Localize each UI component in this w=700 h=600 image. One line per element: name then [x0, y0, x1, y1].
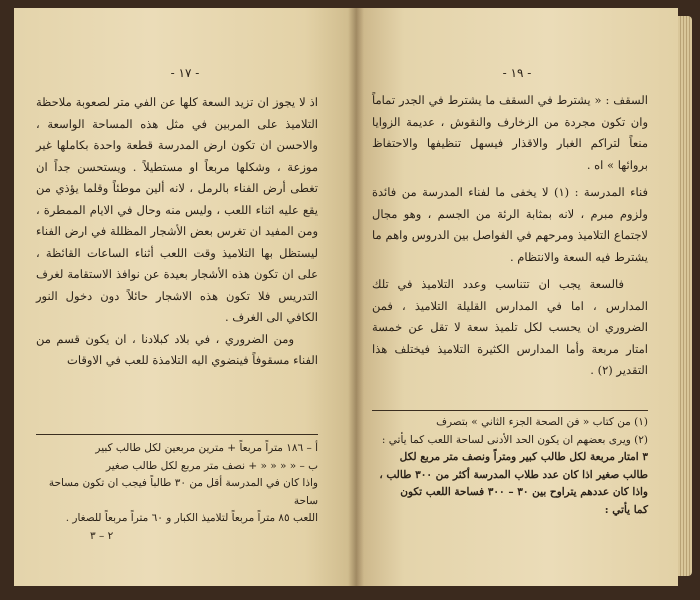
left-paragraph-1: اذ لا يجوز ان تزيد السعة كلها عن الفي متر لصعوبة ملاحظة التلاميذ على المربين في مثل هذه المساحة الواسعة ، والاحسن ان تكون ارض المدرسة قطعة واحدة بكاملها غير موزعة ، وشكلها مربعاً او مستطيلاً . ويستحسن جداً ان تغطى أرض الفناء بالرمل ، لانه ألين موطئاً وقلما يؤذي من يقع عليه اثناء اللعب ، وليس منه وحال في الايام الممطرة ، ومن المفيد ان تغرس بعض الأشجار المظللة في ارض الفناء ليستظل بها التلاميذ وقت اللعب أثناء الساعات القائظة ، على ان تكون هذه الأشجار بعيدة عن نوافذ الاستقامة لغرف التدريس فلا تكون هذه الاشجار حائلاً دون دخول النور الكافي الى الغرف .	[36, 95, 318, 324]
left-footnote-line: ٢ – ٣	[90, 529, 114, 542]
left-paragraph-2: ومن الضروري ، في بلاد كبلادنا ، ان يكون قسم من الفناء مسقوفاً فينضوي اليه التلامذة للعب في الاوقات	[36, 331, 318, 367]
right-footnote-line: ٣ امتار مربعة لكل طالب كبير ومتراً ونصف متر مربع لكل	[399, 451, 648, 463]
page-number-right: - ١٩ -	[502, 66, 532, 80]
footnote-divider-left	[36, 434, 318, 435]
left-footnote-line: واذا كان في المدرسة أقل من ٣٠ طالباً فيجب ان تكون مساحة ساحة	[48, 477, 318, 507]
right-footnotes	[372, 414, 648, 519]
right-paragraph-3: فالسعة يجب ان تتناسب وعدد التلاميذ في تلك المدارس ، اما في المدارس القليلة التلاميذ ، فمن الضروري ان يحسب لكل تلميذ سعة لا تقل عن خمسة امتار مربعة وأما المدارس الكثيرة التلاميذ فيختلف هذا التقدير (٢) .	[372, 277, 648, 377]
left-footnote-line: أ – ١٨٦ متراً مربعاً + مترين مربعين لكل طالب كبير	[95, 442, 318, 454]
book-spine-shadow	[348, 8, 364, 586]
left-footnote-line: ب – « « « « + نصف متر مربع لكل طالب صغير	[105, 459, 318, 472]
right-footnote-line: واذا كان عددهم يتراوح بين ٣٠ – ٣٠٠ فساحة اللعب تكون	[400, 486, 648, 498]
right-footnote-line: كما يأتي :	[604, 503, 648, 516]
page-edges	[678, 16, 692, 576]
right-footnote-line: (٢) ويرى بعضهم ان يكون الحد الأدنى لساحة اللعب كما يأتي :	[381, 433, 648, 446]
left-page	[14, 8, 356, 586]
footnote-divider-right	[372, 410, 648, 411]
right-footnote-line: طالب صغير اذا كان عدد طلاب المدرسة أكثر من ٣٠٠ طالب ،	[379, 468, 648, 481]
right-paragraph-1: السقف : « يشترط في السقف ما يشترط في الجدر تماماً وان تكون مجردة من الزخارف والنقوش ، عديمة الزوايا منعاً لتراكم الغبار والاقذار فيسهل تنظيفها والاحتفاظ بروائها » اه .	[372, 93, 648, 172]
page-number-left: - ١٧ -	[170, 66, 200, 80]
left-footnote-line: اللعب ٨٥ متراً مربعاً لتلاميذ الكبار و ٦٠ متراً مربعاً للصغار .	[65, 512, 318, 524]
left-footnotes	[36, 440, 318, 545]
right-footnote-line: (١) من كتاب « فن الصحة الجزء الثاني » بتصرف	[436, 416, 648, 428]
left-body-text	[36, 92, 318, 372]
right-page	[356, 8, 678, 586]
right-body-text	[372, 90, 648, 382]
right-paragraph-2: فناء المدرسة : (١) لا يخفى ما لفناء المدرسة من فائدة ولزوم مبرم ، لانه بمثابة الرئة من الجسم ، وهو مجال لاجتماع التلاميذ ومرحهم في الفواصل بين الدروس واهم ما يشترط فيه السعة والانتظام .	[372, 185, 648, 264]
